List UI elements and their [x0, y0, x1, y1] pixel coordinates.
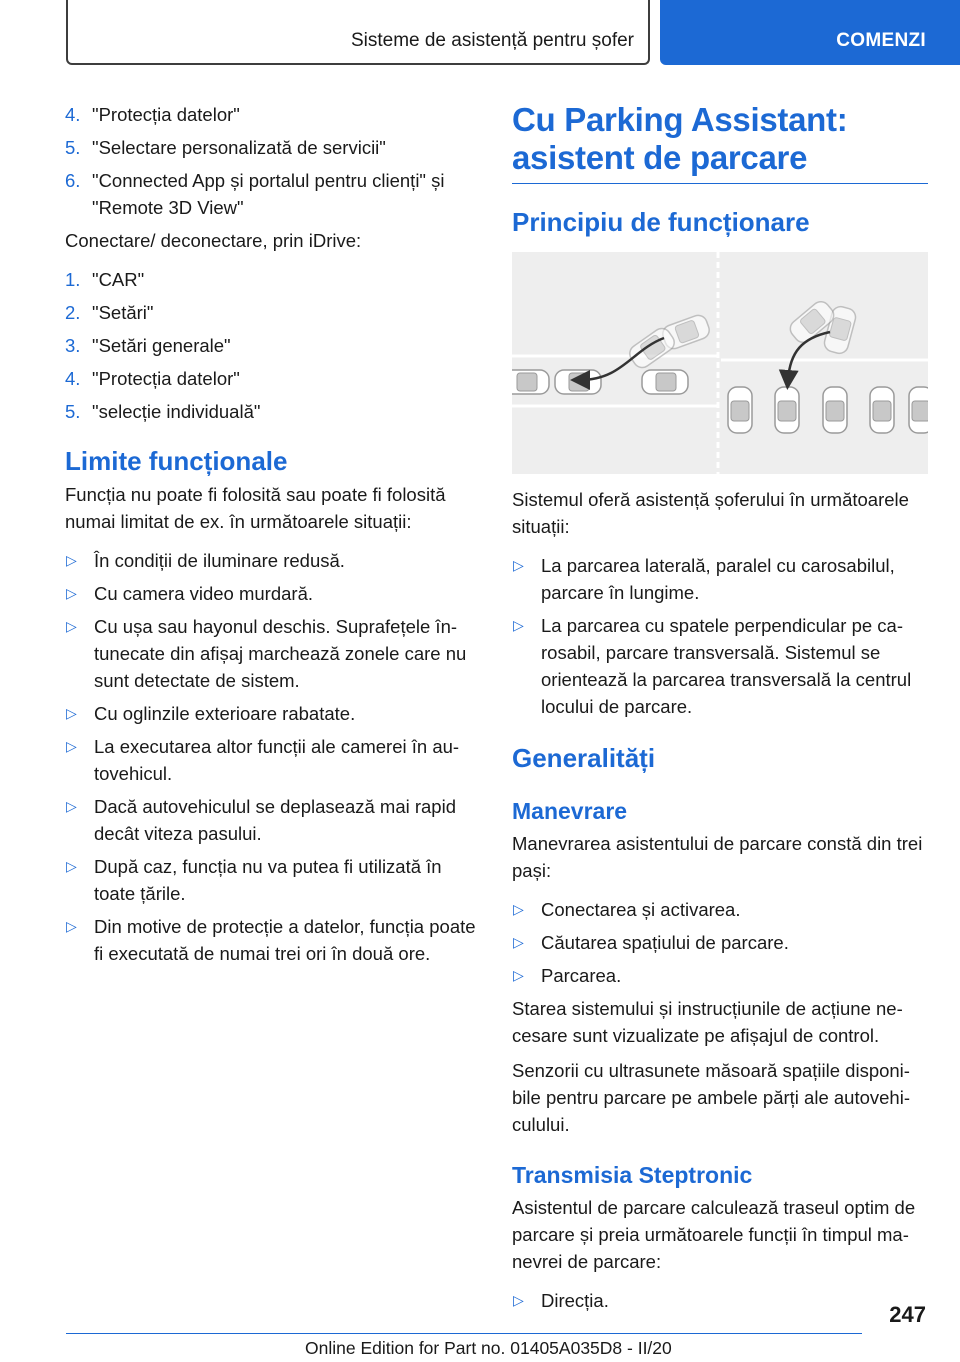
list-text: "Connected App și portalul pentru clienți" și "Remote 3D View" — [92, 170, 445, 218]
footer-edition: Online Edition for Part no. 01405A035D8 - II/20 — [305, 1338, 672, 1358]
list-item — [65, 853, 481, 907]
list-item — [512, 962, 928, 989]
list-text: Cu oglinzile exterioare rabatate. — [94, 703, 356, 724]
list-item — [65, 332, 481, 359]
list-text: La parcarea cu spatele perpendicular pe ca-rosabil, parcare transversală. Sistemul se orientează la parcarea transversală la centrul locului de parcare. — [541, 615, 912, 717]
triangle-right-icon: ▷ — [513, 967, 524, 983]
numbered-list-b — [65, 266, 481, 425]
list-item — [65, 613, 481, 694]
maneuver-paragraph-1: Starea sistemului și instrucțiunile de acțiune ne-cesare sunt vizualizate pe afișajul de control. — [512, 998, 903, 1046]
list-number: 3. — [65, 335, 81, 356]
triangle-right-icon: ▷ — [513, 1292, 524, 1308]
limits-heading: Limite funcționale — [65, 446, 288, 476]
list-item — [65, 913, 481, 967]
list-number: 5. — [65, 137, 81, 158]
list-text: "Protecția datelor" — [92, 368, 240, 389]
principle-intro: Sistemul oferă asistență șoferului în următoarele situații: — [512, 489, 909, 537]
list-number: 5. — [65, 401, 81, 422]
list-item — [512, 1287, 928, 1314]
triangle-right-icon: ▷ — [66, 738, 77, 754]
list-item — [65, 733, 481, 787]
left-column — [65, 101, 481, 973]
list-text: Cu ușa sau hayonul deschis. Suprafețele în-tunecate din afișaj marchează zonele care nu sunt detectate de sistem. — [94, 616, 467, 691]
triangle-right-icon: ▷ — [66, 918, 77, 934]
list-item — [512, 929, 928, 956]
steptronic-heading: Transmisia Steptronic — [512, 1162, 753, 1188]
parking-diagram-svg — [512, 252, 928, 474]
triangle-right-icon: ▷ — [513, 901, 524, 917]
list-item — [65, 101, 481, 128]
limits-list — [65, 547, 481, 967]
list-text: "selecție individuală" — [92, 401, 261, 422]
parking-illustration — [512, 252, 928, 474]
principle-list — [512, 552, 928, 720]
list-text: Din motive de protecție a datelor, funcția poate fi executată de numai trei ori în două ore. — [94, 916, 476, 964]
list-text: Conectarea și activarea. — [541, 899, 741, 920]
list-item — [512, 612, 928, 720]
maneuver-heading: Manevrare — [512, 798, 628, 824]
steptronic-paragraph: Asistentul de parcare calculează traseul optim de parcare și preia următoarele funcții în timpul ma-nevrei de parcare: — [512, 1197, 916, 1272]
list-text: Cu camera video murdară. — [94, 583, 314, 604]
triangle-right-icon: ▷ — [66, 705, 77, 721]
list-item — [65, 167, 481, 221]
list-text: În condiții de iluminare redusă. — [94, 550, 345, 571]
list-item — [65, 580, 481, 607]
triangle-right-icon: ▷ — [66, 552, 77, 568]
maneuver-paragraph-2: Senzorii cu ultrasunete măsoară spațiile disponi-bile pentru parcare pe ambele părți ale autovehi-culului. — [512, 1060, 910, 1135]
list-item — [512, 552, 928, 606]
principle-heading: Principiu de funcționare — [512, 207, 810, 237]
list-text: Dacă autovehiculul se deplasează mai rapid decât viteza pasului. — [94, 796, 456, 844]
numbered-list-a — [65, 101, 481, 221]
list-text: După caz, funcția nu va putea fi utilizată în toate țările. — [94, 856, 442, 904]
list-text: Direcția. — [541, 1290, 609, 1311]
list-item — [65, 547, 481, 574]
page-title: Cu Parking Assistant: asistent de parcare — [512, 101, 848, 176]
list-item — [65, 365, 481, 392]
header-chapter-title: COMENZI — [836, 30, 926, 51]
header-section-title: Sisteme de asistență pentru șofer — [350, 30, 634, 51]
list-text: "Protecția datelor" — [92, 104, 240, 125]
right-column — [512, 101, 928, 1320]
list-item — [65, 700, 481, 727]
list-text: La parcarea laterală, paralel cu carosabilul, parcare în lungime. — [541, 555, 895, 603]
list-text: Parcarea. — [541, 965, 622, 986]
title-divider — [512, 183, 928, 184]
maneuver-list — [512, 896, 928, 989]
list-item — [65, 299, 481, 326]
list-number: 1. — [65, 269, 81, 290]
list-text: "CAR" — [92, 269, 145, 290]
list-text: "Selectare personalizată de servicii" — [92, 137, 386, 158]
list-number: 6. — [65, 170, 81, 191]
list-item — [65, 398, 481, 425]
list-text: "Setări generale" — [92, 335, 231, 356]
list-item — [65, 134, 481, 161]
general-heading: Generalități — [512, 743, 656, 773]
list-number: 4. — [65, 368, 81, 389]
connect-intro: Conectare/ deconectare, prin iDrive: — [65, 230, 362, 251]
steptronic-list — [512, 1287, 928, 1314]
header-section-tab — [66, 0, 650, 65]
list-text: "Setări" — [92, 302, 154, 323]
page-number: 247 — [889, 1302, 926, 1327]
triangle-right-icon: ▷ — [66, 585, 77, 601]
list-text: Căutarea spațiului de parcare. — [541, 932, 789, 953]
maneuver-intro: Manevrarea asistentului de parcare constă din trei pași: — [512, 833, 923, 881]
footer-divider — [66, 1333, 862, 1334]
triangle-right-icon: ▷ — [513, 934, 524, 950]
limits-intro: Funcția nu poate fi folosită sau poate fi folosită numai limitat de ex. în următoarele situații: — [65, 484, 446, 532]
triangle-right-icon: ▷ — [66, 798, 77, 814]
list-item — [65, 793, 481, 847]
triangle-right-icon: ▷ — [513, 617, 524, 633]
header-chapter-tab — [660, 0, 960, 65]
triangle-right-icon: ▷ — [513, 557, 524, 573]
triangle-right-icon: ▷ — [66, 618, 77, 634]
triangle-right-icon: ▷ — [66, 858, 77, 874]
list-item — [512, 896, 928, 923]
list-item — [65, 266, 481, 293]
list-number: 4. — [65, 104, 81, 125]
list-text: La executarea altor funcții ale camerei în au-tovehicul. — [94, 736, 460, 784]
list-number: 2. — [65, 302, 81, 323]
